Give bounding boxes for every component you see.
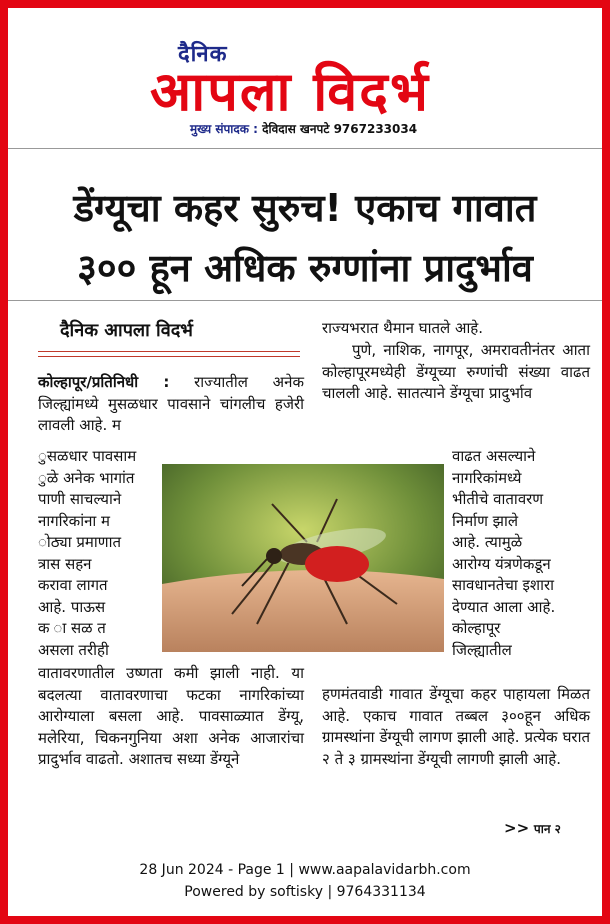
left-wrap-line: क ा सळ त [38, 619, 106, 637]
masthead-title: आपला विदर्भ [150, 60, 430, 123]
article-left-bottom: वातावरणातील उष्णता कमी झाली नाही. या बदलत्या वातावरणाचा फटका नागरिकांच्या आरोग्याला बसला आहे. पावसाळ्यात डेंग्यू, मलेरिया, चिकनगुनिया अशा अनेक आजारांचा प्रादुर्भाव वाढतो. अशातच सध्या डेंग्यूने [38, 664, 304, 768]
footer-line-1: 28 Jun 2024 - Page 1 | www.aapalavidarbh.com [139, 862, 471, 878]
right-wrap-line: आरोग्य यंत्रणेकडून [452, 554, 551, 573]
left-wrap-line: असला तरीही [38, 640, 109, 659]
headline-line-1: डेंग्यूचा कहर सुरुच! एकाच गावात [73, 186, 537, 230]
mosquito-illustration [162, 464, 444, 652]
left-wrap-line: पाणी साचल्याने [38, 490, 122, 508]
editor-line [190, 120, 417, 137]
article-left-top-text: राज्यातील अनेक जिल्ह्यांमध्ये मुसळधार पावसाने चांगलीच हजेरी लावली आहे. म [38, 373, 304, 434]
right-wrap-line: देण्यात आला आहे. [452, 597, 556, 616]
editor-label: मुख्य संपादक : [190, 122, 258, 136]
continued-marker [504, 818, 594, 841]
continued-label: पान २ [533, 822, 561, 836]
editor-name: देविदास खनपटे 9767233034 [262, 122, 418, 136]
right-wrap-line: जिल्ह्यातील [452, 640, 512, 659]
masthead-small-title: दैनिक [178, 42, 228, 67]
article-right-top: राज्यभरात थैमान घातले आहे. [322, 319, 484, 337]
right-wrap-line: निर्माण झाले [452, 511, 519, 530]
article-right-wrap [452, 446, 590, 661]
byline-rule-2 [38, 356, 300, 357]
mosquito-photo [162, 464, 444, 652]
left-wrap-line: आहे. पाऊस [38, 597, 106, 616]
headline-divider [8, 300, 602, 301]
left-wrap-line: नागरिकांना म [38, 511, 111, 530]
article-left-wrap [38, 446, 158, 661]
byline: दैनिक आपला विदर्भ [60, 320, 193, 341]
right-wrap-line: भीतीचे वातावरण [452, 490, 544, 508]
article-dateline: कोल्हापूर/प्रतिनिधी : [38, 373, 170, 391]
left-wrap-line: ुळे अनेक भागांत [38, 468, 135, 487]
left-wrap-line: करावा लागत [38, 576, 108, 594]
right-wrap-line: कोल्हापूर [452, 619, 501, 637]
article-left-top [38, 372, 304, 437]
article-right-bottom: हणमंतवाडी गावात डेंग्यूचा कहर पाहायला मिळत आहे. एकाच गावात तब्बल ३००हून अधिक ग्रामस्थांना डेंग्यूची लागण झाली आहे. प्रत्येक घरात २ ते ३ ग्रामस्थांना डेंग्यूची लागणी झाली आहे. [322, 685, 590, 768]
footer-line-2: Powered by softisky | 9764331134 [184, 884, 426, 900]
right-wrap-line: नागरिकांमध्ये [452, 468, 522, 487]
left-wrap-line: ोठ्या प्रमाणात [38, 533, 122, 551]
right-wrap-line: वाढत असल्याने [452, 447, 536, 465]
article-right-para2: पुणे, नाशिक, नागपूर, अमरावतीनंतर आता कोल्हापूरमध्येही डेंग्यूच्या रुग्णांची संख्या वाढत चालली आहे. सातत्याने डेंग्यूचा प्रादुर्भाव [322, 341, 590, 402]
masthead-divider [8, 148, 602, 149]
continued-arrow: >> [504, 819, 530, 837]
headline-line-2: ३०० हून अधिक रुग्णांना प्रादुर्भाव [77, 246, 533, 290]
right-wrap-line: सावधानतेचा इशारा [452, 576, 554, 594]
byline-rule-1 [38, 351, 300, 352]
left-wrap-line: त्रास सहन [38, 554, 92, 573]
left-wrap-line: ुसळधार पावसाम [38, 447, 137, 465]
right-wrap-line: आहे. त्यामुळे [452, 533, 523, 551]
